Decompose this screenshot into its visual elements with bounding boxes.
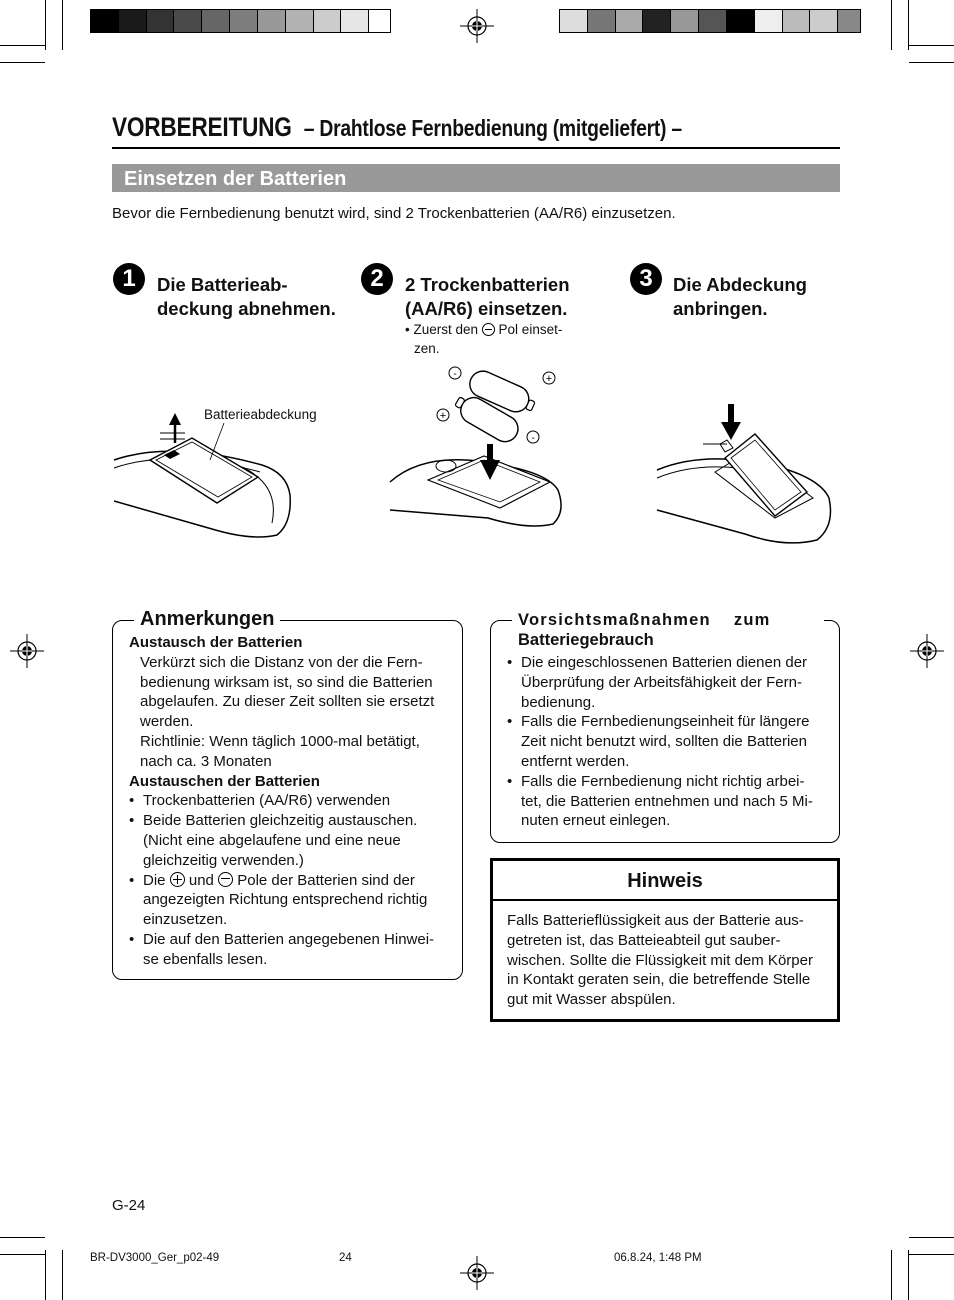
battery-2-minus: - bbox=[531, 433, 535, 444]
footer-sheet: 24 bbox=[339, 1252, 352, 1264]
page-number: G-24 bbox=[112, 1197, 146, 1214]
battery-1-plus: + bbox=[545, 373, 553, 385]
grayscale-bar-right bbox=[559, 9, 861, 33]
notes-subheading-2: Austauschen der Batterien bbox=[129, 772, 320, 790]
remote-insert-batteries-illustration bbox=[388, 362, 568, 550]
step-2-text: 2 Trockenbatterien (AA/R6) einsetzen. bbox=[405, 274, 570, 319]
notes-subheading-1: Austausch der Batterien bbox=[129, 634, 303, 651]
step-3-number: 3 bbox=[630, 263, 662, 295]
notes-bullet-2: • Beide Batterien gleichzeitig austauschen. (Nicht eine abgelaufene und eine neue gleichzeitig verwenden.) bbox=[129, 811, 446, 870]
battery-1-minus: - bbox=[453, 369, 457, 380]
title-rule bbox=[112, 147, 840, 149]
remote-attach-cover-illustration bbox=[655, 400, 835, 552]
registration-mark-bottom bbox=[460, 1256, 494, 1290]
registration-mark-top bbox=[460, 9, 494, 43]
remote-remove-cover-illustration bbox=[112, 405, 297, 545]
grayscale-bar-left bbox=[90, 9, 391, 33]
precaution-item-3: • Falls die Fernbedienung nicht richtig arbei- tet, die Batterien entnehmen und nach 5 Mi- nuten erneut einlegen. bbox=[507, 772, 824, 831]
notes-paragraph-1: Verkürzt sich die Distanz von der die Fern- bedienung wirksam ist, so sind die Batterien abgelaufen. Zu dieser Zeit sollten sie ersetzt werden. bbox=[140, 653, 435, 731]
hinweis-title: Hinweis bbox=[493, 861, 837, 901]
step-3-text: Die Abdeckung anbringen. bbox=[673, 274, 807, 319]
minus-pole-icon bbox=[218, 872, 233, 887]
notes-bullet-4: • Die auf den Batterien angegebenen Hinwei- se ebenfalls lesen. bbox=[129, 930, 446, 970]
hinweis-text: Falls Batterieflüssigkeit aus der Batterie aus- getreten ist, das Batteieabteil gut sauber- wischen. Sollte die Flüssigkeit mit dem Körper in Kontakt geraten sein, die betreffende Stelle gut mit Wasser abspülen. bbox=[507, 912, 813, 1009]
notes-paragraph-2: Richtlinie: Wenn täglich 1000-mal betätigt, nach ca. 3 Monaten bbox=[140, 732, 420, 770]
title-main: VORBEREITUNG bbox=[112, 112, 292, 142]
precaution-item-2: • Falls die Fernbedienungseinheit für längere Zeit nicht benutzt wird, sollten die Batterien entfernt werden. bbox=[507, 712, 824, 771]
battery-2-plus: + bbox=[439, 410, 447, 422]
registration-mark-left bbox=[10, 634, 44, 668]
footer-filename: BR-DV3000_Ger_p02-49 bbox=[90, 1252, 220, 1264]
plus-pole-icon bbox=[170, 872, 185, 887]
cover-label: Batterieabdeckung bbox=[204, 407, 317, 422]
hinweis-box bbox=[490, 858, 840, 1022]
notes-bullet-1: • Trockenbatterien (AA/R6) verwenden bbox=[129, 791, 446, 811]
title-sub: – Drahtlose Fernbedienung (mitgeliefert) – bbox=[303, 115, 682, 141]
precautions-title: Vorsichtsmaßnahmen zum Batteriegebrauch bbox=[512, 610, 824, 650]
page-title bbox=[112, 112, 682, 143]
notes-bullet-3: • Die und Pole der Batterien sind der angezeigten Richtung entsprechend richtig einzusetzen. bbox=[129, 871, 446, 930]
footer-date: 06.8.24, 1:48 PM bbox=[614, 1252, 702, 1264]
intro-text: Bevor die Fernbedienung benutzt wird, sind 2 Trockenbatterien (AA/R6) einzusetzen. bbox=[112, 205, 676, 222]
registration-mark-right bbox=[910, 634, 944, 668]
precautions-list bbox=[507, 653, 824, 831]
step-1-text: Die Batterieab- deckung abnehmen. bbox=[157, 274, 336, 319]
notes-content bbox=[129, 633, 446, 970]
step-2-note: • Zuerst den Pol einset- zen. bbox=[405, 322, 563, 356]
section-heading: Einsetzen der Batterien bbox=[112, 164, 840, 192]
precaution-item-1: • Die eingeschlossenen Batterien dienen der Überprüfung der Arbeitsfähigkeit der Fern- bedienung. bbox=[507, 653, 824, 712]
minus-pole-icon bbox=[482, 323, 495, 336]
notes-title: Anmerkungen bbox=[134, 607, 280, 631]
step-1-number: 1 bbox=[113, 263, 145, 295]
step-2-number: 2 bbox=[361, 263, 393, 295]
